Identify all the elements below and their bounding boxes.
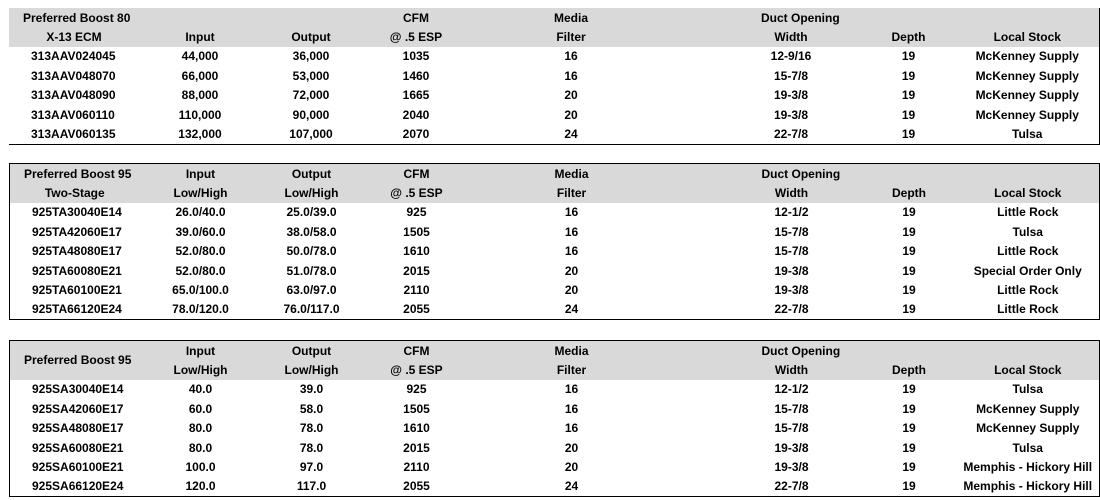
- cell-spacer: [672, 438, 722, 457]
- table-row: [10, 203, 1100, 222]
- header-cell: [672, 360, 722, 379]
- cell-filter: 24: [564, 479, 579, 494]
- cell-filter: 20: [564, 283, 579, 298]
- header-cfm: CFM: [362, 341, 472, 361]
- header-cell: [139, 8, 261, 27]
- header-filter: Filter: [472, 360, 672, 379]
- table-row: [9, 105, 1099, 124]
- header-row: [10, 164, 1100, 184]
- cell-filter: 20: [564, 107, 578, 122]
- cell-width: 19-3/8: [773, 107, 809, 122]
- cell-output: 39.0: [299, 382, 324, 397]
- header-cell: [957, 341, 1100, 361]
- cell-width: 12-1/2: [774, 382, 809, 397]
- header-width: Width: [721, 27, 861, 46]
- cell-local-stock: Tulsa: [1012, 440, 1043, 455]
- cell-width: 12-9/16: [770, 49, 812, 64]
- table-row: [10, 477, 1100, 497]
- cell-width: 15-7/8: [774, 244, 809, 259]
- cell-output: 117.0: [296, 479, 327, 494]
- cell-filter: 16: [564, 401, 579, 416]
- cell-output: 36,000: [292, 49, 330, 64]
- cell-cfm: 2055: [403, 302, 430, 317]
- header-cell: [862, 341, 957, 361]
- cell-width: 15-7/8: [774, 224, 809, 239]
- cell-local-stock: Memphis - Hickory Hill: [963, 460, 1093, 475]
- cell-input: 78.0/120.0: [172, 302, 229, 317]
- header-duct-opening: Duct Opening: [721, 8, 861, 27]
- cell-filter: 16: [564, 49, 578, 64]
- cell-input: 52.0/80.0: [175, 263, 226, 278]
- cell-width: 15-7/8: [774, 401, 809, 416]
- cell-spacer: [671, 86, 721, 105]
- cell-model-number: 925TA66120E24: [32, 302, 122, 317]
- table-preferred-boost-95-two-stage: [9, 163, 1100, 320]
- header-input: Input: [139, 27, 261, 46]
- cell-input: 39.0/60.0: [175, 224, 226, 239]
- cell-local-stock: Little Rock: [997, 205, 1059, 220]
- header-depth: Depth: [862, 183, 957, 202]
- cell-filter: 16: [564, 205, 579, 220]
- cell-output: 72,000: [292, 88, 330, 103]
- cell-output: 107,000: [289, 127, 333, 142]
- cell-spacer: [672, 457, 722, 476]
- header-output: Output: [261, 27, 361, 46]
- cell-input: 80.0: [188, 440, 213, 455]
- table-row: [10, 261, 1100, 280]
- cell-local-stock: McKenney Supply: [975, 49, 1079, 64]
- cell-cfm: 1610: [403, 244, 430, 259]
- table-row: [10, 242, 1100, 261]
- cell-spacer: [671, 66, 721, 85]
- cell-spacer: [672, 477, 722, 497]
- cell-filter: 16: [564, 244, 579, 259]
- header-esp: @ .5 ESP: [362, 360, 472, 379]
- header-row: [10, 183, 1100, 202]
- cell-model-number: 925SA42060E17: [32, 401, 124, 416]
- cell-spacer: [672, 399, 722, 418]
- header-media: Media: [471, 8, 671, 27]
- cell-depth: 19: [902, 205, 916, 220]
- cell-width: 19-3/8: [774, 440, 809, 455]
- header-input: Input: [140, 164, 262, 184]
- cell-depth: 19: [901, 127, 916, 142]
- cell-output: 51.0/78.0: [286, 263, 337, 278]
- cell-model-number: 313AAV048070: [31, 68, 116, 83]
- cell-filter: 24: [564, 127, 578, 142]
- header-row: [9, 27, 1099, 46]
- cell-depth: 19: [902, 382, 916, 397]
- cell-input: 80.0: [188, 421, 213, 436]
- cell-output: 78.0: [299, 440, 324, 455]
- cell-output: 25.0/39.0: [286, 205, 337, 220]
- table-title: Preferred Boost 95: [10, 341, 140, 380]
- cell-local-stock: Tulsa: [1012, 224, 1043, 239]
- header-duct-opening: Duct Opening: [722, 164, 862, 184]
- cell-model-number: 925SA60080E21: [32, 440, 124, 455]
- header-width: Width: [722, 360, 862, 379]
- header-output: Output: [262, 341, 362, 361]
- header-cfm: CFM: [361, 8, 471, 27]
- table-preferred-boost-95-sa: [9, 340, 1100, 497]
- header-cell: [672, 183, 722, 202]
- header-filter: Filter: [471, 27, 671, 46]
- cell-model-number: 925SA60100E21: [32, 460, 124, 475]
- header-duct-opening: Duct Opening: [722, 341, 862, 361]
- cell-spacer: [672, 261, 722, 280]
- cell-input: 26.0/40.0: [175, 205, 226, 220]
- table-title: Preferred Boost 80: [9, 8, 139, 27]
- header-cell: [261, 8, 361, 27]
- header-cell: [672, 164, 722, 184]
- table-row: [10, 419, 1100, 438]
- header-cell: [671, 8, 721, 27]
- cell-model-number: 313AAV024045: [31, 49, 116, 64]
- cell-local-stock: Memphis - Hickory Hill: [963, 479, 1093, 494]
- cell-output: 90,000: [292, 107, 330, 122]
- cell-cfm: 1505: [403, 224, 430, 239]
- cell-cfm: 925: [406, 382, 427, 397]
- header-input-range: Low/High: [140, 360, 262, 379]
- header-cell: [671, 27, 721, 46]
- cell-spacer: [672, 203, 722, 222]
- cell-width: 19-3/8: [774, 263, 809, 278]
- cell-filter: 16: [564, 68, 578, 83]
- cell-cfm: 2070: [402, 127, 430, 142]
- cell-depth: 19: [902, 440, 916, 455]
- cell-cfm: 2015: [403, 263, 430, 278]
- cell-output: 38.0/58.0: [286, 224, 337, 239]
- header-depth: Depth: [861, 27, 956, 46]
- cell-depth: 19: [901, 88, 916, 103]
- cell-width: 19-3/8: [774, 283, 809, 298]
- header-input: Input: [140, 341, 262, 361]
- cell-output: 76.0/117.0: [283, 302, 340, 317]
- cell-local-stock: Little Rock: [997, 302, 1059, 317]
- cell-width: 22-7/8: [774, 479, 809, 494]
- cell-input: 132,000: [178, 127, 222, 142]
- cell-spacer: [672, 222, 722, 241]
- cell-local-stock: Special Order Only: [973, 263, 1082, 278]
- cell-depth: 19: [901, 49, 916, 64]
- cell-input: 100.0: [185, 460, 216, 475]
- cell-input: 110,000: [178, 107, 222, 122]
- table-row: [9, 66, 1099, 85]
- cell-cfm: 1460: [402, 68, 430, 83]
- cell-depth: 19: [902, 401, 916, 416]
- cell-input: 40.0: [188, 382, 213, 397]
- cell-input: 120.0: [185, 479, 216, 494]
- cell-input: 44,000: [181, 49, 219, 64]
- cell-filter: 20: [564, 460, 579, 475]
- header-local-stock: Local Stock: [957, 360, 1100, 379]
- cell-local-stock: McKenney Supply: [975, 88, 1079, 103]
- cell-local-stock: Tulsa: [1012, 382, 1043, 397]
- cell-model-number: 925SA66120E24: [32, 479, 124, 494]
- cell-local-stock: McKenney Supply: [976, 401, 1080, 416]
- cell-filter: 16: [564, 382, 579, 397]
- cell-cfm: 1505: [403, 401, 430, 416]
- table-row: [9, 47, 1099, 66]
- header-cell: [861, 8, 956, 27]
- header-filter: Filter: [472, 183, 672, 202]
- header-local-stock: Local Stock: [956, 27, 1099, 46]
- cell-input: 60.0: [188, 401, 213, 416]
- cell-model-number: 925TA42060E17: [32, 224, 122, 239]
- cell-local-stock: Tulsa: [1012, 127, 1043, 142]
- cell-output: 58.0: [299, 401, 324, 416]
- table-row: [9, 124, 1099, 144]
- table-row: [10, 300, 1100, 320]
- cell-local-stock: Little Rock: [997, 283, 1059, 298]
- cell-model-number: 925SA30040E14: [32, 382, 124, 397]
- header-output: Output: [262, 164, 362, 184]
- cell-width: 19-3/8: [773, 88, 809, 103]
- header-output-range: Low/High: [262, 360, 362, 379]
- cell-output: 53,000: [292, 68, 330, 83]
- cell-cfm: 2015: [403, 440, 430, 455]
- cell-spacer: [671, 105, 721, 124]
- cell-local-stock: McKenney Supply: [975, 68, 1079, 83]
- cell-cfm: 2040: [402, 107, 430, 122]
- cell-model-number: 925TA30040E14: [32, 205, 122, 220]
- header-row: [9, 8, 1099, 27]
- cell-cfm: 925: [406, 205, 427, 220]
- table-preferred-boost-80: [9, 8, 1100, 145]
- header-esp: @ .5 ESP: [361, 27, 471, 46]
- cell-model-number: 925TA48080E17: [32, 244, 122, 259]
- cell-cfm: 2055: [403, 479, 430, 494]
- table-title: Preferred Boost 95: [10, 164, 140, 184]
- header-cfm: CFM: [362, 164, 472, 184]
- cell-cfm: 2110: [403, 283, 430, 298]
- table-row: [10, 438, 1100, 457]
- table-row: [10, 457, 1100, 476]
- cell-depth: 19: [902, 479, 916, 494]
- header-model-type: Two-Stage: [10, 183, 140, 202]
- header-cell: [672, 341, 722, 361]
- cell-depth: 19: [902, 283, 916, 298]
- cell-width: 19-3/8: [774, 460, 809, 475]
- cell-model-number: 925TA60100E21: [32, 283, 122, 298]
- cell-width: 15-7/8: [774, 421, 809, 436]
- table-row: [10, 399, 1100, 418]
- header-local-stock: Local Stock: [957, 183, 1100, 202]
- cell-model-number: 313AAV060110: [31, 107, 115, 122]
- cell-model-number: 313AAV060135: [31, 127, 116, 142]
- cell-filter: 20: [564, 263, 579, 278]
- cell-cfm: 1610: [403, 421, 430, 436]
- cell-input: 65.0/100.0: [172, 283, 229, 298]
- header-output-range: Low/High: [262, 183, 362, 202]
- cell-spacer: [671, 124, 721, 144]
- cell-model-number: 925SA48080E17: [32, 421, 124, 436]
- table-row: [10, 222, 1100, 241]
- cell-spacer: [672, 280, 722, 299]
- cell-local-stock: McKenney Supply: [976, 421, 1080, 436]
- cell-spacer: [671, 47, 721, 66]
- cell-cfm: 1035: [402, 49, 430, 64]
- cell-depth: 19: [902, 302, 916, 317]
- cell-output: 50.0/78.0: [286, 244, 337, 259]
- table-row: [10, 380, 1100, 399]
- cell-spacer: [672, 242, 722, 261]
- table-row: [10, 280, 1100, 299]
- header-input-range: Low/High: [140, 183, 262, 202]
- cell-filter: 20: [564, 88, 578, 103]
- cell-width: 22-7/8: [773, 127, 809, 142]
- cell-model-number: 313AAV048090: [31, 88, 116, 103]
- cell-input: 88,000: [181, 88, 219, 103]
- cell-depth: 19: [902, 421, 916, 436]
- table-row: [9, 86, 1099, 105]
- cell-width: 12-1/2: [774, 205, 809, 220]
- cell-output: 97.0: [299, 460, 324, 475]
- cell-input: 52.0/80.0: [175, 244, 226, 259]
- cell-output: 63.0/97.0: [286, 283, 337, 298]
- cell-spacer: [672, 300, 722, 320]
- cell-spacer: [672, 380, 722, 399]
- cell-depth: 19: [901, 107, 916, 122]
- cell-local-stock: Little Rock: [997, 244, 1059, 259]
- header-depth: Depth: [862, 360, 957, 379]
- cell-filter: 16: [564, 421, 579, 436]
- header-width: Width: [722, 183, 862, 202]
- header-row: [10, 360, 1100, 379]
- cell-filter: 24: [564, 302, 579, 317]
- cell-filter: 16: [564, 224, 579, 239]
- header-cell: [957, 164, 1100, 184]
- header-media: Media: [472, 341, 672, 361]
- header-cell: [956, 8, 1099, 27]
- cell-depth: 19: [902, 224, 916, 239]
- cell-depth: 19: [902, 460, 916, 475]
- cell-spacer: [672, 419, 722, 438]
- cell-width: 22-7/8: [774, 302, 809, 317]
- cell-cfm: 2110: [403, 460, 430, 475]
- cell-depth: 19: [902, 244, 916, 259]
- cell-model-number: 925TA60080E21: [32, 263, 122, 278]
- cell-width: 15-7/8: [773, 68, 809, 83]
- cell-filter: 20: [564, 440, 579, 455]
- header-model-type: X-13 ECM: [9, 27, 139, 46]
- cell-local-stock: McKenney Supply: [975, 107, 1079, 122]
- header-media: Media: [472, 164, 672, 184]
- cell-cfm: 1665: [402, 88, 430, 103]
- header-esp: @ .5 ESP: [362, 183, 472, 202]
- cell-depth: 19: [902, 263, 916, 278]
- cell-output: 78.0: [299, 421, 324, 436]
- header-row: [10, 341, 1100, 361]
- cell-depth: 19: [901, 68, 916, 83]
- header-cell: [862, 164, 957, 184]
- cell-input: 66,000: [181, 68, 219, 83]
